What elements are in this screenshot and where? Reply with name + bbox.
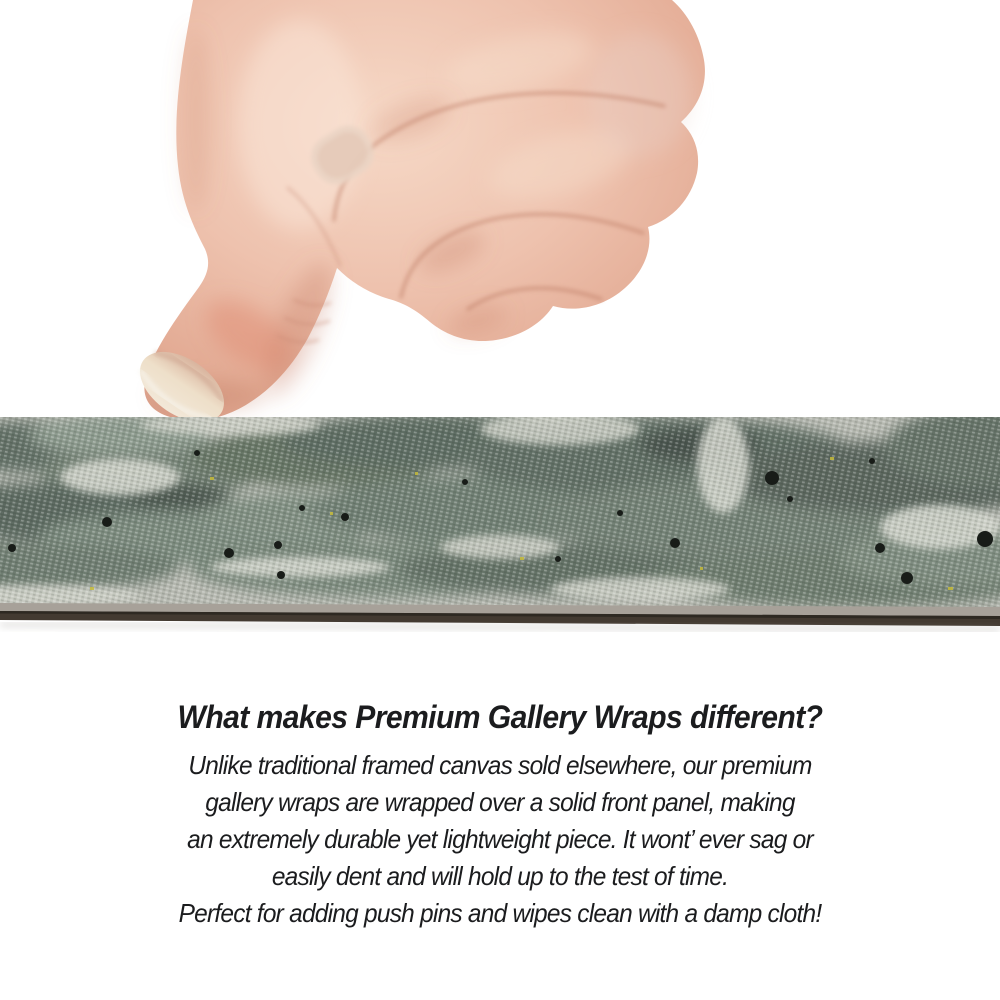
canvas-weave-texture	[0, 417, 1000, 611]
body-line-1: Unlike traditional framed canvas sold elsewhere, our premium	[188, 750, 812, 780]
body-line-4: easily dent and will hold up to the test of time.	[271, 861, 729, 891]
description-text-block	[30, 696, 970, 932]
canvas-edge-strip	[0, 417, 1000, 639]
heading: What makes Premium Gallery Wraps different?	[177, 699, 823, 735]
body-line-3: an extremely durable yet lightweight piece. It wont’ ever sag or	[187, 824, 813, 854]
body-line-2: gallery wraps are wrapped over a solid front panel, making	[205, 787, 795, 817]
body-line-5: Perfect for adding push pins and wipes clean with a damp cloth!	[178, 898, 822, 928]
hand-photo	[0, 0, 1000, 432]
